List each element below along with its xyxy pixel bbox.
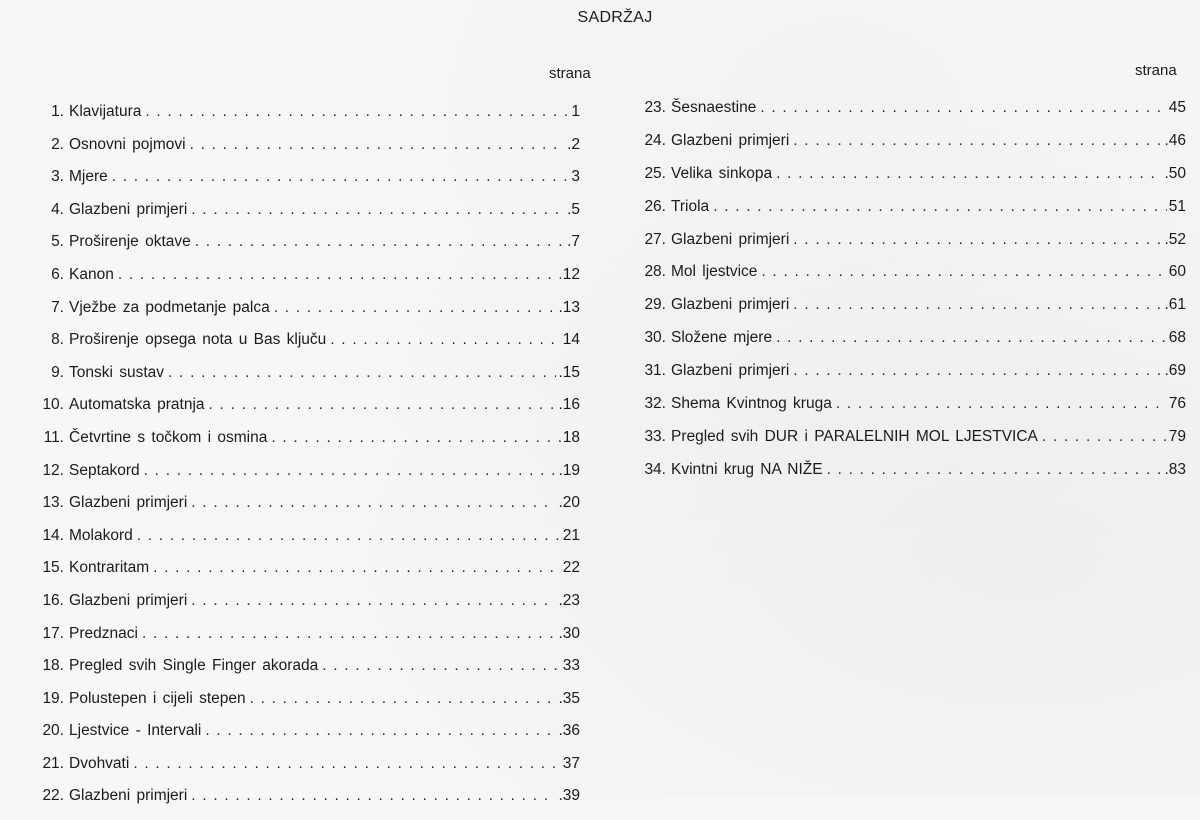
toc-entry: [18, 625, 580, 658]
toc-entry-label: Triola: [671, 197, 710, 215]
dot-leader: [1042, 428, 1167, 446]
toc-entry-label: Vježbe za podmetanje palca: [69, 298, 270, 316]
dot-leader: [191, 201, 565, 219]
toc-entry: [18, 396, 580, 429]
dot-leader: [209, 396, 557, 414]
toc-entry-page-number: .2: [567, 135, 580, 153]
toc-entry-number: 21.: [42, 754, 64, 772]
toc-entry-number: 23.: [644, 99, 666, 116]
toc-entry: [18, 168, 580, 201]
toc-entry-label: Mol ljestvice: [671, 263, 758, 281]
dot-leader: [205, 722, 556, 740]
dot-leader: [112, 168, 570, 186]
toc-entry-page-number: 14: [562, 331, 580, 349]
toc-entry-page-number: 12: [562, 265, 580, 283]
toc-entry: [18, 429, 580, 462]
left-column-header: strana: [549, 65, 591, 82]
toc-entry-page-number: 51: [1168, 197, 1186, 215]
toc-entry-page-number: 33: [562, 657, 580, 675]
page-title: SADRŽAJ: [577, 9, 653, 26]
toc-entry-page-number: 21: [562, 526, 580, 544]
toc-entry-page-number: 18: [562, 428, 580, 446]
toc-entry-page-number: .69: [1164, 362, 1186, 380]
toc-entry-number: 3.: [51, 168, 64, 186]
dot-leader: [776, 165, 1162, 183]
dot-leader: [250, 690, 557, 708]
toc-entry-label: Polustepen i cijeli stepen: [69, 689, 246, 707]
dot-leader: [776, 329, 1167, 347]
toc-entry-label: Shema Kvintnog kruga: [671, 395, 832, 413]
toc-entry-label: Glazbeni primjeri: [69, 494, 188, 512]
toc-entry-number: 14.: [42, 526, 64, 544]
toc-entry-label: Pregled svih Single Finger akorada: [69, 657, 319, 675]
toc-entry-label: Šesnaestine: [671, 99, 757, 116]
dot-leader: [137, 527, 561, 545]
toc-entry-number: 24.: [644, 131, 666, 149]
dot-leader: [330, 331, 560, 349]
dot-leader: [322, 657, 561, 675]
toc-entry-page-number: .46: [1164, 131, 1186, 149]
toc-entry-page-number: .20: [558, 494, 580, 512]
toc-entry-page-number: .16: [558, 396, 580, 414]
dot-leader: [191, 787, 556, 805]
toc-entry-page-number: 22: [562, 559, 580, 577]
toc-entry-number: 17.: [42, 624, 64, 642]
toc-entry-number: 20.: [42, 722, 64, 740]
toc-entry-page-number: 45: [1168, 99, 1186, 116]
toc-entry-label: Glazbeni primjeri: [69, 787, 188, 805]
toc-entry-label: Glazbeni primjeri: [671, 230, 790, 248]
toc-entry: [614, 99, 1186, 132]
toc-entry-number: 2.: [51, 135, 64, 153]
toc-entry-page-number: .36: [558, 722, 580, 740]
toc-entry-label: Septakord: [69, 461, 140, 479]
dot-leader: [827, 461, 1163, 479]
toc-entry-number: 25.: [644, 164, 666, 182]
toc-entry-number: 29.: [644, 296, 666, 314]
toc-entry-page-number: .5: [567, 200, 580, 218]
toc-entry: [18, 657, 580, 690]
toc-entry-number: 22.: [42, 787, 64, 805]
toc-entry-label: Predznaci: [69, 624, 138, 642]
toc-entry-page-number: .7: [567, 233, 580, 251]
toc-entry-label: Glazbeni primjeri: [69, 200, 188, 218]
toc-entry-label: Kvintni krug NA NIŽE: [671, 460, 823, 478]
toc-entry-number: 19.: [42, 689, 64, 707]
toc-entry: [18, 233, 580, 266]
toc-entry-page-number: 1: [571, 103, 580, 120]
toc-entry: [614, 198, 1186, 231]
toc-entry: [18, 266, 580, 299]
toc-entry-number: 18.: [42, 657, 64, 675]
dot-leader: [168, 364, 556, 382]
dot-leader: [793, 132, 1162, 150]
toc-entry-label: Proširenje oktave: [69, 233, 191, 251]
toc-entry-number: 8.: [51, 331, 64, 349]
toc-entry: [614, 231, 1186, 264]
toc-entry: [18, 755, 580, 788]
toc-entry: [614, 329, 1186, 362]
dot-leader: [271, 429, 560, 447]
dot-leader: [793, 362, 1162, 380]
dot-leader: [190, 136, 565, 154]
toc-entry-label: Glazbeni primjeri: [671, 131, 790, 149]
toc-entry-page-number: 79: [1168, 427, 1186, 445]
toc-entry-label: Dvohvati: [69, 754, 130, 772]
toc-entry-page-number: .23: [558, 591, 580, 609]
dot-leader: [793, 231, 1162, 249]
toc-entry-page-number: .39: [558, 787, 580, 805]
toc-entry-label: Proširenje opsega nota u Bas ključu: [69, 331, 327, 349]
toc-entry-label: Četvrtine s točkom i osmina: [69, 428, 268, 446]
toc-entry: [18, 527, 580, 560]
toc-entry-label: Klavijatura: [69, 103, 142, 120]
toc-left-column: [18, 103, 580, 820]
dot-leader: [118, 266, 561, 284]
toc-entry-page-number: 60: [1168, 263, 1186, 281]
toc-entry-page-number: .83: [1164, 460, 1186, 478]
toc-entry: [18, 136, 580, 169]
dot-leader: [153, 559, 561, 577]
toc-entry-page-number: .50: [1164, 164, 1186, 182]
dot-leader: [142, 625, 557, 643]
dot-leader: [836, 395, 1167, 413]
dot-leader: [191, 494, 556, 512]
toc-entry: [18, 103, 580, 136]
toc-entry-label: Glazbeni primjeri: [671, 296, 790, 314]
toc-entry-label: Molakord: [69, 526, 133, 544]
dot-leader: [144, 462, 557, 480]
toc-entry-page-number: .15: [558, 363, 580, 381]
toc-entry-page-number: .35: [558, 689, 580, 707]
toc-entry: [614, 296, 1186, 329]
toc-entry-label: Kanon: [69, 265, 114, 283]
toc-entry-label: Tonski sustav: [69, 363, 165, 381]
toc-entry-label: Mjere: [69, 168, 108, 186]
toc-entry-number: 1.: [51, 103, 64, 120]
toc-entry: [18, 592, 580, 625]
toc-entry: [18, 787, 580, 820]
toc-entry-number: 11.: [43, 428, 64, 446]
toc-entry: [614, 263, 1186, 296]
toc-entry: [614, 395, 1186, 428]
toc-entry: [18, 331, 580, 364]
toc-entry-number: 28.: [644, 263, 666, 281]
toc-entry: [614, 362, 1186, 395]
dot-leader: [191, 592, 556, 610]
toc-right-column: [614, 99, 1186, 494]
toc-entry-label: Osnovni pojmovi: [69, 135, 186, 153]
toc-entry-page-number: .52: [1164, 230, 1186, 248]
toc-entry-label: Složene mjere: [671, 329, 773, 347]
toc-entry-number: 6.: [51, 265, 64, 283]
toc-entry: [18, 462, 580, 495]
toc-entry-label: Automatska pratnja: [69, 396, 205, 414]
dot-leader: [760, 99, 1166, 117]
toc-entry-label: Pregled svih DUR i PARALELNIH MOL LJESTVICA: [671, 427, 1038, 445]
toc-entry: [18, 364, 580, 397]
dot-leader: [274, 299, 557, 317]
toc-entry-number: 27.: [644, 230, 666, 248]
toc-entry-page-number: 3: [571, 168, 580, 186]
toc-entry-label: Velika sinkopa: [671, 164, 773, 182]
toc-entry: [18, 299, 580, 332]
toc-entry: [614, 428, 1186, 461]
toc-entry-number: 10.: [42, 396, 64, 414]
toc-entry-number: 15.: [42, 559, 64, 577]
toc-entry-page-number: 68: [1168, 329, 1186, 347]
toc-entry-label: Kontraritam: [69, 559, 150, 577]
toc-entry: [18, 559, 580, 592]
toc-entry-number: 31.: [644, 362, 666, 380]
dot-leader: [713, 198, 1167, 216]
toc-entry: [614, 461, 1186, 494]
toc-entry-number: 7.: [51, 298, 64, 316]
toc-entry-number: 13.: [42, 494, 64, 512]
toc-entry-label: Glazbeni primjeri: [69, 591, 188, 609]
toc-entry-number: 33.: [644, 427, 666, 445]
toc-entry: [18, 201, 580, 234]
toc-entry-number: 32.: [644, 395, 666, 413]
right-column-header: strana: [1135, 62, 1177, 79]
toc-entry-number: 9.: [51, 363, 64, 381]
toc-entry: [614, 165, 1186, 198]
toc-entry-label: Ljestvice - Intervali: [69, 722, 202, 740]
toc-entry-page-number: 76: [1168, 395, 1186, 413]
toc-entry-number: 26.: [644, 197, 666, 215]
toc-entry-number: 30.: [644, 329, 666, 347]
dot-leader: [195, 233, 565, 251]
toc-entry-page-number: .30: [558, 624, 580, 642]
toc-entry-number: 34.: [644, 460, 666, 478]
toc-entry-label: Glazbeni primjeri: [671, 362, 790, 380]
toc-entry: [18, 690, 580, 723]
toc-entry-page-number: .61: [1164, 296, 1186, 314]
dot-leader: [133, 755, 560, 773]
toc-entry: [18, 494, 580, 527]
toc-entry: [614, 132, 1186, 165]
toc-entry-page-number: 37: [562, 754, 580, 772]
toc-entry-number: 12.: [42, 461, 64, 479]
dot-leader: [761, 263, 1166, 281]
toc-entry-page-number: .19: [558, 461, 580, 479]
dot-leader: [145, 103, 569, 121]
toc-entry-number: 4.: [51, 200, 64, 218]
toc-entry-page-number: .13: [558, 298, 580, 316]
toc-entry-number: 16.: [42, 591, 64, 609]
toc-entry: [18, 722, 580, 755]
dot-leader: [793, 296, 1162, 314]
toc-entry-number: 5.: [51, 233, 64, 251]
